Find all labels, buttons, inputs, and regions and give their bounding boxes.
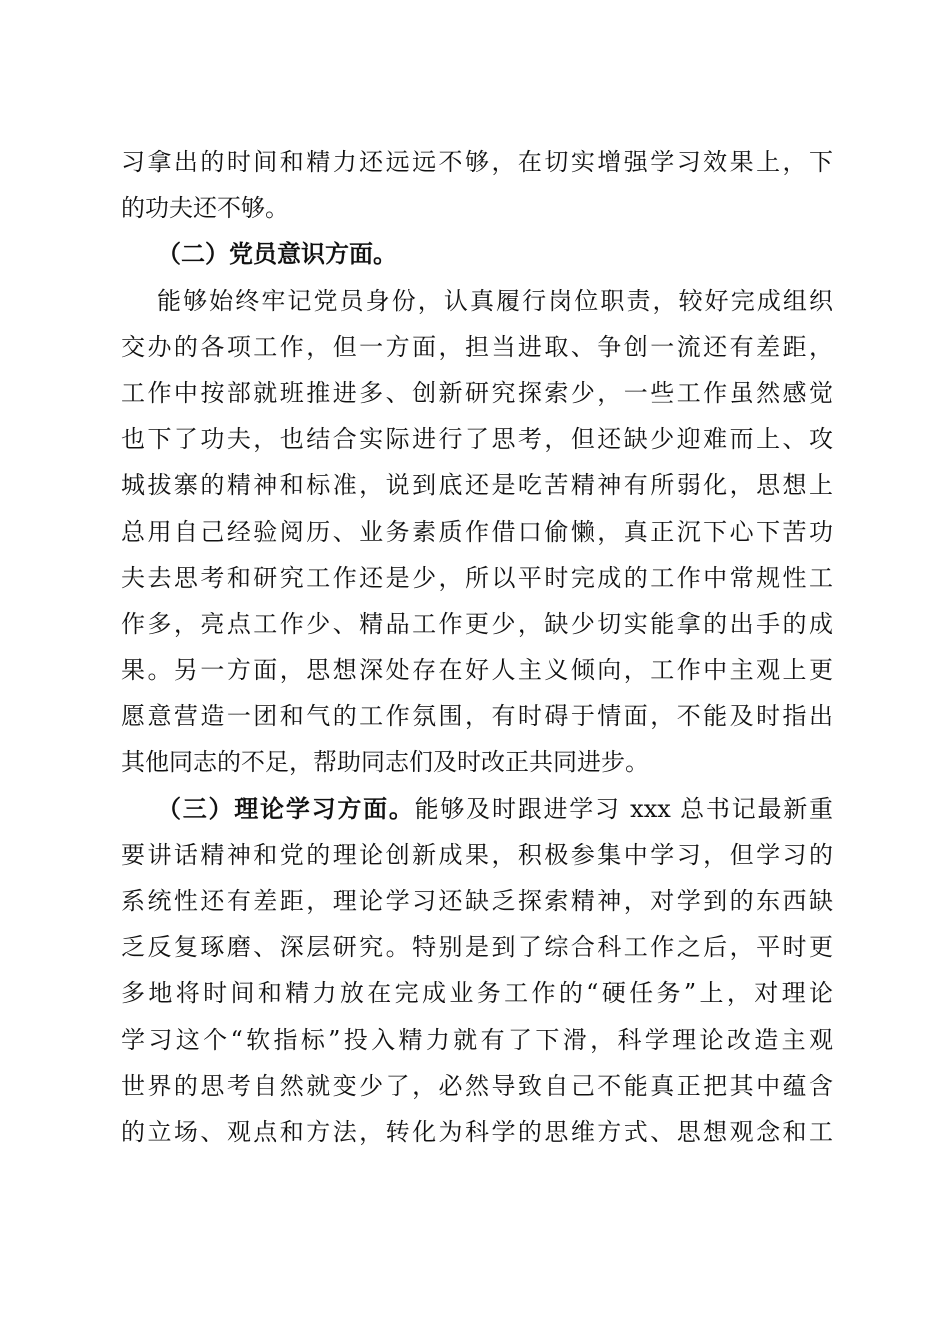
section-heading-theory-study: （三）理论学习方面。 [157, 793, 415, 823]
paragraph-text: 能够及时跟进学习 xxx 总书记最新重 [414, 794, 833, 823]
paragraph-line: 总用自己经验阅历、业务素质作借口偷懒，真正沉下心下苦功 [121, 517, 833, 546]
section-heading-party-awareness: （二）党员意识方面。 [157, 239, 397, 269]
paragraph-line: 城拔寨的精神和标准，说到底还是吃苦精神有所弱化，思想上 [121, 471, 833, 500]
paragraph-line: 也下了功夫，也结合实际进行了思考，但还缺少迎难而上、攻 [121, 425, 833, 454]
paragraph-line: 能够始终牢记党员身份，认真履行岗位职责，较好完成组织 [157, 286, 833, 315]
paragraph-line: 习拿出的时间和精力还远远不够，在切实增强学习效果上，下 [121, 148, 833, 176]
paragraph-line: 的功夫还不够。 [121, 194, 289, 223]
paragraph-line: 果。另一方面，思想深处存在好人主义倾向，工作中主观上更 [121, 656, 833, 685]
paragraph-line: 的立场、观点和方法，转化为科学的思维方式、思想观念和工 [121, 1117, 833, 1146]
paragraph-line: 要讲话精神和党的理论创新成果，积极参集中学习，但学习的 [121, 840, 833, 869]
document-body [121, 139, 833, 1155]
paragraph-line: 交办的各项工作，但一方面，担当进取、争创一流还有差距， [121, 332, 833, 361]
paragraph-line: 作多，亮点工作少、精品工作更少，缺少切实能拿的出手的成 [121, 609, 833, 638]
paragraph-line: 乏反复琢磨、深层研究。特别是到了综合科工作之后，平时更 [121, 933, 833, 962]
paragraph-line: 世界的思考自然就变少了，必然导致自己不能真正把其中蕴含 [121, 1071, 833, 1100]
paragraph-line-with-heading [121, 786, 833, 832]
paragraph-line: 多地将时间和精力放在完成业务工作的“硬任务”上，对理论 [121, 979, 833, 1008]
paragraph-line: 其他同志的不足，帮助同志们及时改正共同进步。 [121, 748, 649, 777]
paragraph-line: 学习这个“软指标”投入精力就有了下滑，科学理论改造主观 [121, 1025, 833, 1054]
paragraph-line: 工作中按部就班推进多、创新研究探索少，一些工作虽然感觉 [121, 378, 833, 407]
paragraph-line: 愿意营造一团和气的工作氛围，有时碍于情面，不能及时指出 [121, 702, 833, 731]
paragraph-line: 夫去思考和研究工作还是少，所以平时完成的工作中常规性工 [121, 563, 833, 592]
paragraph-line: 系统性还有差距，理论学习还缺乏探索精神，对学到的东西缺 [121, 887, 833, 915]
